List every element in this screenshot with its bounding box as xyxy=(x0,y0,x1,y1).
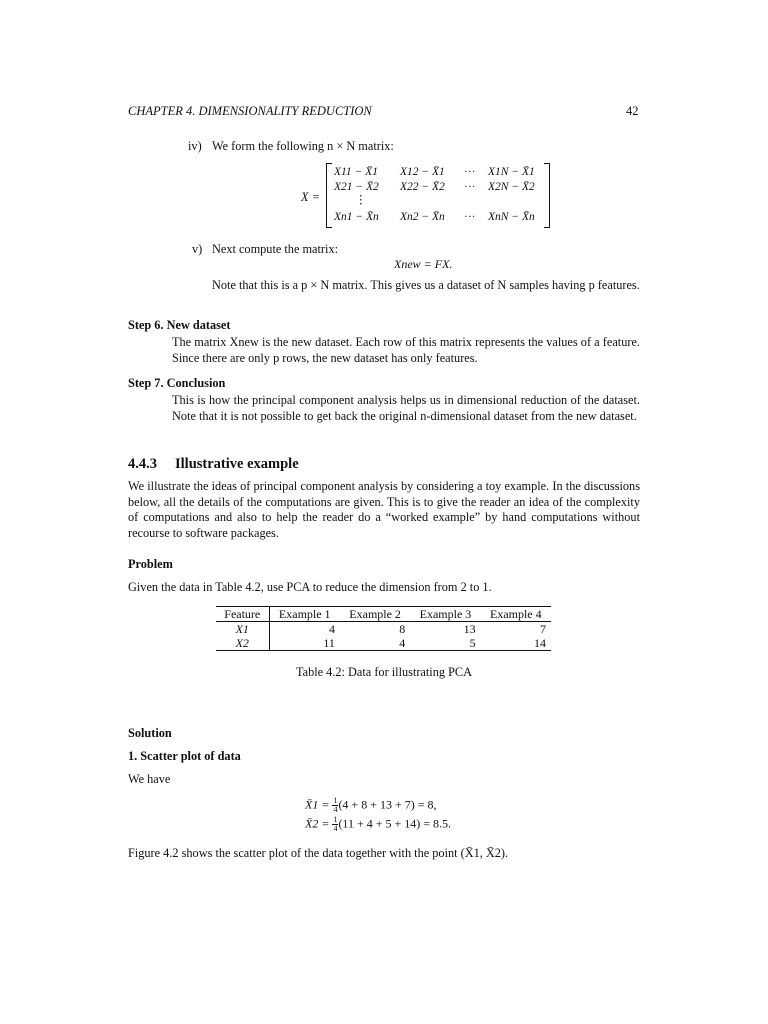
table-header-cell: Example 2 xyxy=(340,607,410,622)
mean-x1-equation xyxy=(305,797,437,814)
matrix-cell: ··· xyxy=(464,166,476,178)
matrix-cell: XnN − X̄n xyxy=(488,211,535,223)
section-title: Illustrative example xyxy=(175,456,299,472)
eq1-rhs: (4 + 8 + 13 + 7) = 8, xyxy=(338,797,437,812)
table-caption: Table 4.2: Data for illustrating PCA xyxy=(295,665,473,679)
table-cell: X2 xyxy=(216,636,269,651)
table-header-cell: Example 1 xyxy=(269,607,340,622)
table-cell: 13 xyxy=(463,622,476,636)
matrix-cell: X12 − X̄1 xyxy=(400,166,445,178)
eq2-lhs: X̄2 = xyxy=(305,816,330,831)
matrix-left-bracket xyxy=(326,163,332,228)
eq2-frac-num: 1 xyxy=(333,815,338,824)
matrix-vdots: ⋮ xyxy=(355,194,367,206)
matrix-cell: X2N − X̄2 xyxy=(488,181,535,193)
matrix-cell: X11 − X̄1 xyxy=(334,166,378,178)
table-cell: 4 xyxy=(328,622,335,636)
step7-text: This is how the principal component analysis helps us in dimensional reduction of the dataset. Note that it is not possible to get back the original n-dimensional dataset from the new dataset. xyxy=(172,393,640,423)
matrix-cell: X22 − X̄2 xyxy=(400,181,445,193)
table-header-cell: Feature xyxy=(216,607,269,622)
step7-title: Step 7. Conclusion xyxy=(128,376,226,390)
problem-title: Problem xyxy=(128,557,173,571)
running-header: CHAPTER 4. DIMENSIONALITY REDUCTION xyxy=(128,104,372,118)
table-header-cell: Example 4 xyxy=(481,607,551,622)
matrix-cell: X1N − X̄1 xyxy=(488,166,535,178)
eq2-rhs: (11 + 4 + 5 + 14) = 8.5. xyxy=(338,816,452,831)
mean-x2-equation xyxy=(305,816,451,833)
table-cell: X1 xyxy=(216,622,269,637)
xnew-equation: Xnew = FX. xyxy=(394,257,453,271)
solution-subtitle: 1. Scatter plot of data xyxy=(128,749,241,763)
item-v-text: Next compute the matrix: xyxy=(212,242,339,256)
intro-paragraph: We illustrate the ideas of principal component analysis by considering a toy example. In the discussions below, all the details of the computations are given. This is to give the reader an idea of the complexity of computations and also to help the reader do a “worked example” by hand computations without recourse to software packages. xyxy=(128,479,640,540)
step6-text: The matrix Xnew is the new dataset. Each row of this matrix represents the values of a feature. Since there are only p rows, the new dataset has only features. xyxy=(172,335,640,365)
table-cell: 8 xyxy=(399,622,406,636)
matrix-cell: ··· xyxy=(464,181,476,193)
table-cell: 11 xyxy=(269,636,340,651)
item-v-note: Note that this is a p × N matrix. This gives us a dataset of N samples having p features. xyxy=(212,278,640,292)
item-iv-text: We form the following n × N matrix: xyxy=(212,139,394,153)
eq1-lhs: X̄1 = xyxy=(305,797,330,812)
table-cell: 5 xyxy=(410,636,480,651)
matrix-cell: X21 − X̄2 xyxy=(334,181,379,193)
table-header-row xyxy=(216,607,551,622)
eq1-frac-den: 4 xyxy=(333,805,338,814)
table-cell: 4 xyxy=(340,636,410,651)
table-cell: 7 xyxy=(540,622,546,636)
item-iv-label: iv) xyxy=(188,139,202,153)
page-number: 42 xyxy=(626,104,639,118)
eq2-frac-den: 4 xyxy=(333,824,338,833)
table-cell: 14 xyxy=(481,636,551,651)
step6-title: Step 6. New dataset xyxy=(128,318,231,332)
item-v-label: v) xyxy=(192,242,203,256)
table-header-cell: Example 3 xyxy=(410,607,480,622)
table-row xyxy=(216,622,551,637)
matrix-right-bracket xyxy=(544,163,550,228)
section-number: 4.4.3 xyxy=(128,456,157,472)
matrix-cell: ··· xyxy=(464,211,476,223)
figure-reference-text: Figure 4.2 shows the scatter plot of the data together with the point (X̄1, X̄2). xyxy=(128,846,509,860)
matrix-cell: Xn1 − X̄n xyxy=(334,211,379,223)
we-have-text: We have xyxy=(128,772,171,786)
matrix-cell: Xn2 − X̄n xyxy=(400,211,445,223)
table-row xyxy=(216,636,551,651)
solution-title: Solution xyxy=(128,726,172,740)
matrix-lhs: X = xyxy=(301,190,320,204)
data-table xyxy=(216,606,551,651)
problem-text: Given the data in Table 4.2, use PCA to reduce the dimension from 2 to 1. xyxy=(128,580,492,594)
eq1-frac-num: 1 xyxy=(333,796,338,805)
